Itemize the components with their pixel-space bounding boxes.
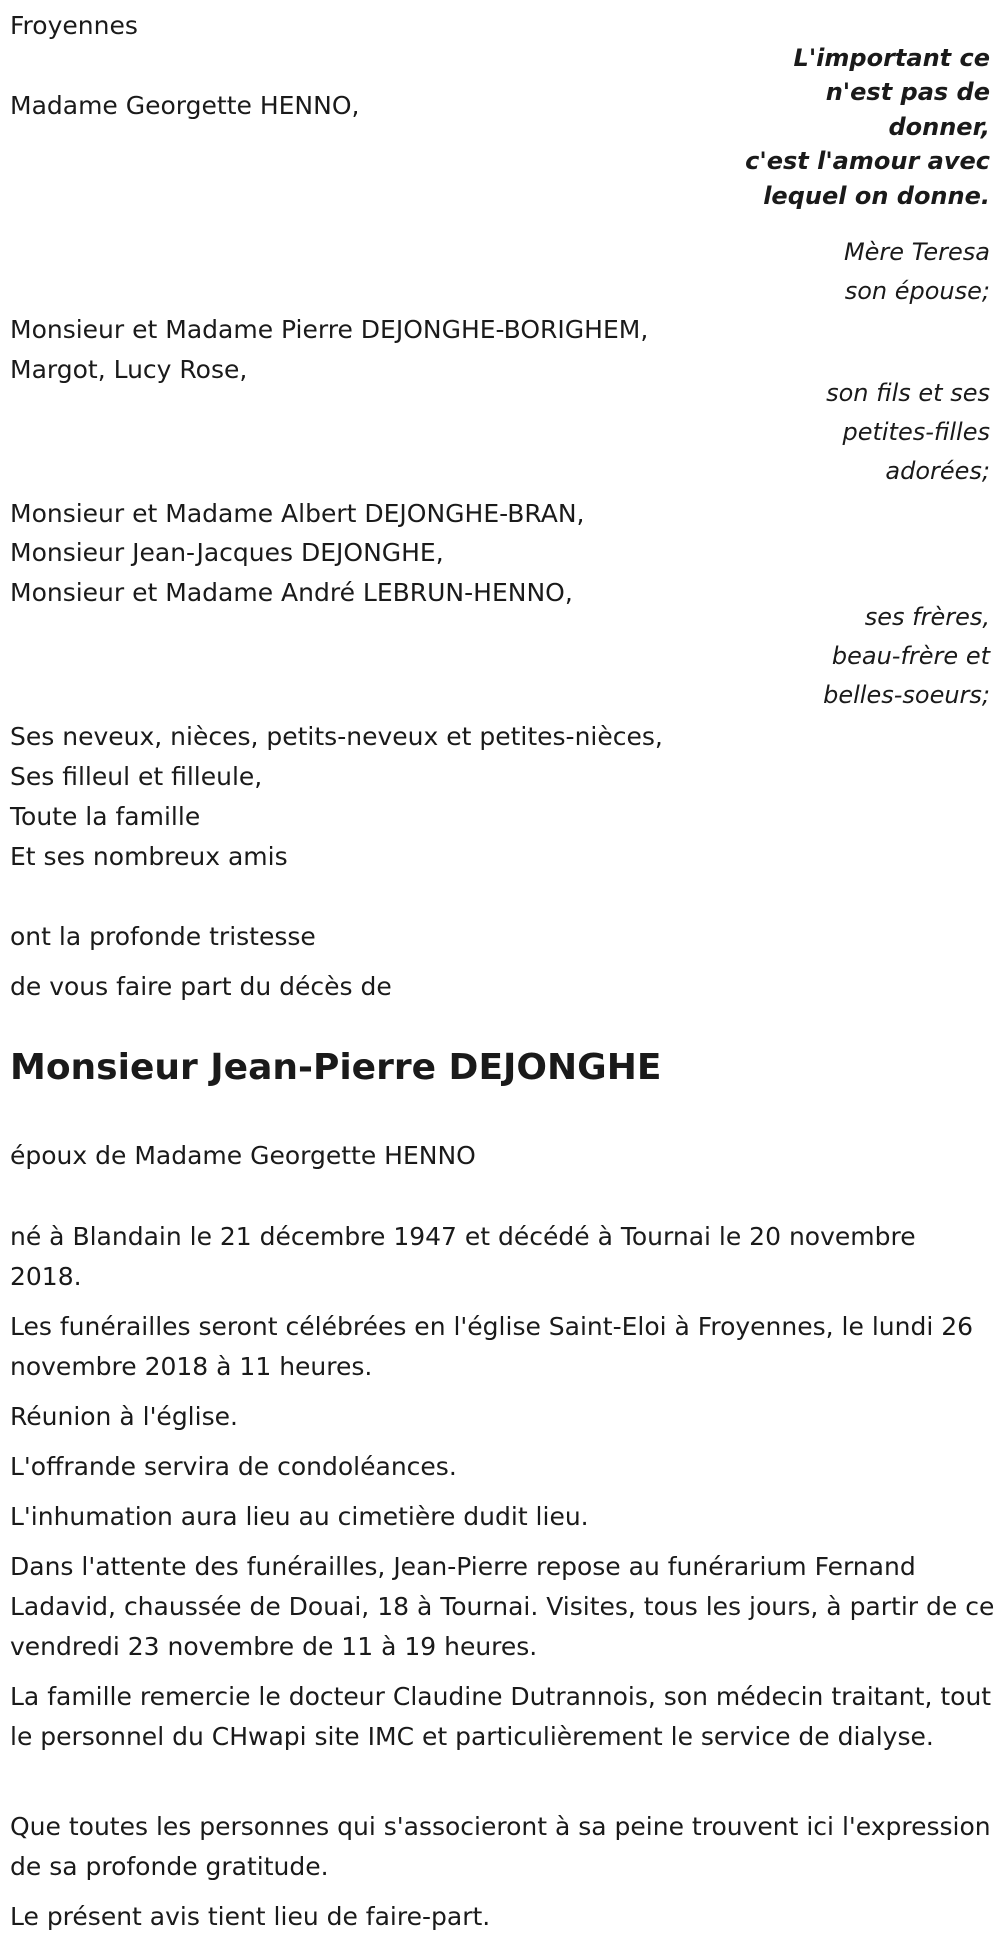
quote-line-4: c'est l'amour avec <box>745 147 990 175</box>
siblings-relation-2: beau-frère et <box>831 642 990 670</box>
others-line-3: Toute la famille <box>10 802 201 831</box>
place-name: Froyennes <box>10 11 138 40</box>
son-relation-2: petites-filles <box>842 418 990 446</box>
spouse-of: époux de Madame Georgette HENNO <box>10 1141 476 1170</box>
son-relation-3: adorées; <box>885 457 990 485</box>
others-line-1: Ses neveux, nièces, petits-neveux et petites-nièces, <box>10 722 663 751</box>
son-relation-1: son fils et ses <box>826 379 990 407</box>
quote-line-5: lequel on donne. <box>763 182 990 210</box>
siblings-relation-1: ses frères, <box>864 603 990 631</box>
son-line-2: Margot, Lucy Rose, <box>10 355 248 384</box>
quote-line-1: L'important ce <box>793 44 990 72</box>
detail-notice: Le présent avis tient lieu de faire-part. <box>10 1902 491 1931</box>
quote-line-3: donner, <box>888 113 990 141</box>
detail-birth-death: né à Blandain le 21 décembre 1947 et décédé à Tournai le 20 novembre 2018. <box>10 1222 916 1291</box>
detail-visits: Dans l'attente des funérailles, Jean-Pierre repose au funérarium Fernand Ladavid, chaussée de Douai, 18 à Tournai. Visites, tous les jours, à partir de ce vendredi 23 novembre de 11 à 19 heures. <box>10 1552 995 1661</box>
siblings-line-1: Monsieur et Madame Albert DEJONGHE-BRAN, <box>10 499 585 528</box>
wife-name: Madame Georgette HENNO, <box>10 91 360 120</box>
detail-meeting: Réunion à l'église. <box>10 1402 238 1431</box>
siblings-relation-3: belles-soeurs; <box>823 681 990 709</box>
quote-line-2: n'est pas de <box>825 78 990 106</box>
deceased-name: Monsieur Jean-Pierre DEJONGHE <box>10 1047 662 1088</box>
announcement-line-1: ont la profonde tristesse <box>10 922 316 951</box>
announcement-line-2: de vous faire part du décès de <box>10 972 392 1001</box>
siblings-line-2: Monsieur Jean-Jacques DEJONGHE, <box>10 538 444 567</box>
detail-gratitude: Que toutes les personnes qui s'associeront à sa peine trouvent ici l'expression de sa profonde gratitude. <box>10 1812 991 1881</box>
siblings-line-3: Monsieur et Madame André LEBRUN-HENNO, <box>10 578 573 607</box>
detail-thanks: La famille remercie le docteur Claudine Dutrannois, son médecin traitant, tout le personnel du CHwapi site IMC et particulièrement le service de dialyse. <box>10 1682 992 1751</box>
wife-relation: son épouse; <box>844 277 990 305</box>
son-line-1: Monsieur et Madame Pierre DEJONGHE-BORIGHEM, <box>10 315 649 344</box>
detail-burial: L'inhumation aura lieu au cimetière dudit lieu. <box>10 1502 589 1531</box>
quote-author: Mère Teresa <box>843 238 990 266</box>
detail-offering: L'offrande servira de condoléances. <box>10 1452 457 1481</box>
others-line-2: Ses filleul et filleule, <box>10 762 263 791</box>
others-line-4: Et ses nombreux amis <box>10 842 288 871</box>
detail-funeral: Les funérailles seront célébrées en l'église Saint-Eloi à Froyennes, le lundi 26 novembre 2018 à 11 heures. <box>10 1312 974 1381</box>
